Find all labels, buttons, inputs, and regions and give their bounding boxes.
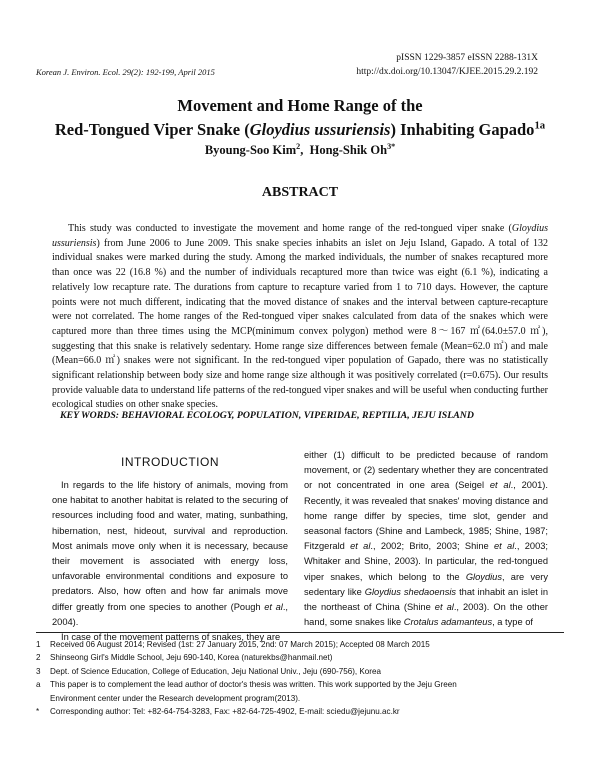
footnote-corresponding-text: Corresponding author: Tel: +82-64-754-3283, Fax: +82-64-725-4902, E-mail: sciedu@jejunu.ac.kr bbox=[50, 707, 400, 717]
abstract-heading: ABSTRACT bbox=[261, 185, 339, 200]
key-words: KEY WORDS: BEHAVIORAL ECOLOGY, POPULATION, VIPERIDAE, REPTILIA, JEJU ISLAND bbox=[60, 410, 474, 421]
abstract-text-2: ) from June 2006 to June 2009. This snake species inhabits an islet on Jeju Island, Gapado. A total of 132 individual snakes were marked during the study. Among the marked individuals, the number of snakes recaptured more than once was 22 (16.8 %) and the number of individuals recaptured more than twice was eight (6.1 %), indicating a relatively low recapture rate. The durations from capture to recapture varied from 1 to 710 days. However, the capture points were not much different, indicating that the moved distance of snakes and the interval between capture-recapture were not correlated. The home ranges of the Red-tongued viper snakes calculated from data of the snakes which were captured more than three times using the MCP(minimum convex polygon) method were 8～167 ㎡(64.0±57.0 ㎡), suggesting that this snake is relatively sedentary. Home range size differences between female (Mean=62.0 ㎡) and male (Mean=66.0 ㎡) snakes were not significant. In the red-tongued viper population of Gapado, there was no statistically significant relationship between body size and home range size although it was positively correlated (r=0.675). Our results provide valuable data to understand life patterns of the red-tongued viper snakes and will be useful when conducting further ecological studies on other snake species. bbox=[52, 237, 548, 411]
footnote-a bbox=[36, 678, 564, 691]
footnote-3-mark: 3 bbox=[36, 666, 41, 676]
footnote-divider bbox=[36, 632, 564, 633]
c2-species-2: Crotalus adamanteus bbox=[403, 617, 493, 628]
footnote-3-text: Dept. of Science Education, College of Education, Jeju National Univ., Jeju (690-756), Korea bbox=[50, 666, 381, 676]
c2-text-g: ., 2003). On the other hand, some snakes like bbox=[304, 602, 548, 628]
intro-paragraph-1 bbox=[52, 478, 288, 630]
footnote-a-text: This paper is to complement the lead author of doctor's thesis was written. This work supported by the Jeju Green bbox=[50, 680, 457, 690]
title-text-a: Red-Tongued Viper Snake ( bbox=[54, 120, 250, 139]
footnote-3 bbox=[36, 665, 564, 678]
author-separator: , bbox=[300, 143, 310, 157]
c2-text-d: ., 2003; Whitaker and Shine, 2003). In particular, the red-tongued viper snakes, which belong to the bbox=[304, 541, 548, 582]
footnote-2 bbox=[36, 651, 564, 664]
c2-text-e: , are very sedentary like bbox=[304, 571, 549, 597]
journal-citation: Korean J. Environ. Ecol. 29(2): 192-199, April 2015 bbox=[36, 67, 215, 77]
intro-p1-text: In regards to the life history of animals, moving from one habitat to another habitat is related to the securing of resources including food and water, mating, sunbathing, hibernation, nest, hideout, survival and reproduction. Most animals move only when it is necessary, because their movement is associated with energy loss, unfavorable environmental conditions and exposure to predators. Also, how often and how far animals move differ greatly from one species to another (Pough bbox=[52, 480, 288, 612]
footnotes bbox=[36, 638, 564, 718]
intro-p1-end: ., 2004). bbox=[52, 601, 288, 627]
c2-text-c: ., 2002; Brito, 2003; Shine bbox=[370, 541, 494, 552]
title-line-1: Movement and Home Range of the bbox=[177, 96, 423, 115]
issn-line: pISSN 1229-3857 eISSN 2288-131X bbox=[396, 53, 538, 63]
footnote-corresponding-mark: * bbox=[36, 707, 40, 717]
c2-text-a: either (1) difficult to be predicted because of random movement, or (2) sedentary whether they are concentrated or not concentrated in one area (Seigel bbox=[304, 450, 548, 491]
footnote-2-mark: 2 bbox=[36, 653, 41, 663]
title-line-2 bbox=[0, 118, 600, 142]
abstract-body bbox=[52, 222, 548, 413]
c2-etal-4: et al bbox=[434, 602, 454, 613]
intro-paragraph-2-cont bbox=[304, 448, 548, 630]
c2-etal-3: et al bbox=[494, 541, 515, 552]
footnote-corresponding bbox=[36, 705, 564, 718]
author-2: Hong-Shik Oh bbox=[309, 143, 388, 157]
c2-genus: Gloydius bbox=[465, 571, 502, 582]
author-1: Byoung-Soo Kim bbox=[204, 143, 297, 157]
footnote-2-text: Shinseong Girl's Middle School, Jeju 690-140, Korea (naturekbs@hanmail.net) bbox=[50, 653, 333, 663]
doi-line: http://dx.doi.org/10.13047/KJEE.2015.29.2.192 bbox=[356, 67, 538, 77]
footnote-a-mark: a bbox=[36, 680, 41, 690]
footnote-1-mark: 1 bbox=[36, 640, 41, 649]
intro-column-left bbox=[52, 478, 288, 645]
abstract-text-1: This study was conducted to investigate the movement and home range of the red-tongued viper snake ( bbox=[68, 223, 512, 234]
footnote-1-text: Received 06 August 2014; Revised (1st: 27 January 2015, 2nd: 07 March 2015); Accepted 08 March 2015 bbox=[50, 640, 430, 649]
c2-species: Gloydius shedaoensis bbox=[364, 586, 457, 597]
c2-text-h: , a type of bbox=[492, 617, 533, 628]
footnote-a-continuation: Environment center under the Research development program(2013). bbox=[50, 693, 301, 703]
author-line bbox=[0, 143, 600, 158]
title-footnote-mark: 1a bbox=[534, 119, 546, 132]
title-text-b: ) Inhabiting Gapado bbox=[390, 120, 535, 139]
title-species: Gloydius ussuriensis bbox=[249, 120, 391, 139]
intro-paragraph-2: In case of the movement patterns of snakes, they are bbox=[61, 632, 281, 643]
c2-etal-2: et al bbox=[350, 541, 371, 552]
c2-etal-1: et al bbox=[489, 480, 511, 491]
c2-text-b: ., 2001). Recently, it was revealed that snakes' moving distance and home range differ by species, time slot, gender and seasonal factors (Shine and Lambeck, 1985; Shine, 1987; Fitzgerald bbox=[304, 480, 548, 552]
introduction-heading: INTRODUCTION bbox=[121, 455, 219, 469]
intro-p1-etal: et al bbox=[264, 601, 283, 612]
abstract-species: Gloydius ussuriensis bbox=[52, 223, 548, 249]
intro-column-right bbox=[304, 448, 548, 630]
author-2-mark: 3* bbox=[387, 141, 396, 151]
c2-text-f: that inhabit an islet in the northeast of China (Shine bbox=[304, 586, 548, 613]
footnote-1 bbox=[36, 638, 564, 651]
author-1-mark: 2 bbox=[296, 141, 301, 151]
